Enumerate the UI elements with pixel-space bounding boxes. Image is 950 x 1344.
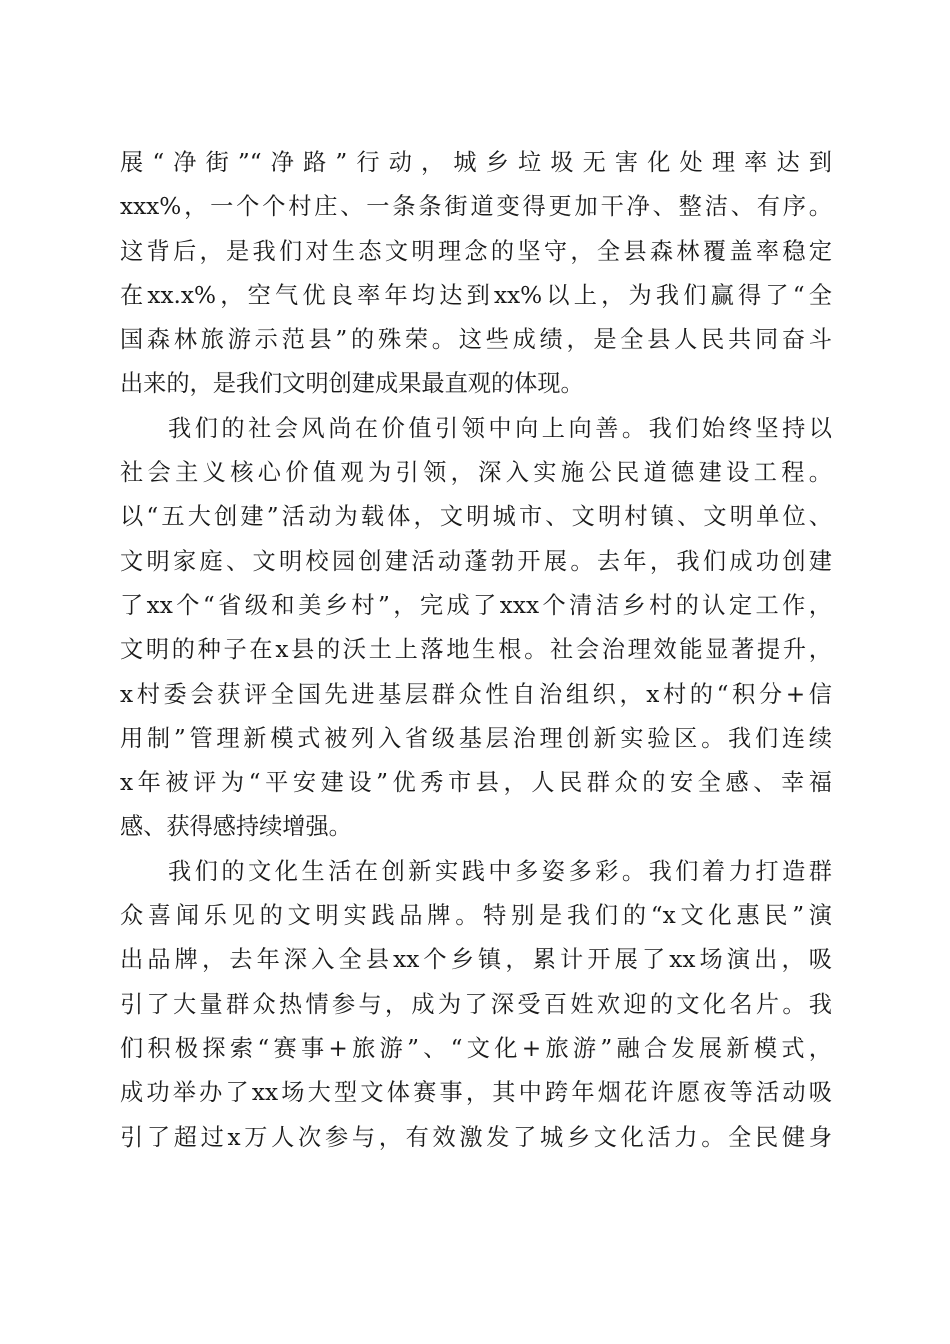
text-line: 在xx.x%，空气优良率年均达到xx%以上，为我们赢得了“全 — [120, 281, 832, 309]
text-line: 国森林旅游示范县”的殊荣。这些成绩，是全县人民共同奋斗 — [120, 326, 832, 354]
text-line: 们积极探索“赛事+旅游”、“文化+旅游”融合发展新模式， — [120, 1034, 832, 1062]
text-line: 社会主义核心价值观为引领，深入实施公民道德建设工程。 — [120, 459, 832, 487]
text-line: 以“五大创建”活动为载体，文明城市、文明村镇、文明单位、 — [120, 503, 832, 531]
paragraph-social-customs — [120, 407, 832, 850]
text-line: 众喜闻乐见的文明实践品牌。特别是我们的“x文化惠民”演 — [120, 902, 832, 930]
text-line: 展“净街”“净路”行动，城乡垃圾无害化处理率达到 — [120, 149, 832, 176]
text-line: x村委会获评全国先进基层群众性自治组织，x村的“积分+信 — [120, 680, 832, 708]
paragraph-ecology — [120, 141, 832, 407]
text-line: 引了超过x万人次参与，有效激发了城乡文化活力。全民健身 — [120, 1123, 832, 1151]
document-body — [120, 141, 832, 1160]
text-line: 出来的，是我们文明创建成果最直观的体现。 — [120, 370, 584, 398]
text-line: 我们的文化生活在创新实践中多姿多彩。我们着力打造群 — [168, 857, 832, 885]
text-line: xxx%，一个个村庄、一条条街道变得更加干净、整洁、有序。 — [120, 193, 832, 221]
text-line: 用制”管理新模式被列入省级基层治理创新实验区。我们连续 — [120, 724, 832, 752]
text-line: 文明家庭、文明校园创建活动蓬勃开展。去年，我们成功创建 — [120, 547, 832, 575]
text-line: 出品牌，去年深入全县xx个乡镇，累计开展了xx场演出，吸 — [120, 946, 832, 974]
text-line: x年被评为“平安建设”优秀市县，人民群众的安全感、幸福 — [120, 769, 832, 797]
text-line: 感、获得感持续增强。 — [120, 813, 352, 841]
text-line: 引了大量群众热情参与，成为了深受百姓欢迎的文化名片。我 — [120, 990, 832, 1018]
text-line: 我们的社会风尚在价值引领中向上向善。我们始终坚持以 — [168, 414, 832, 442]
text-line: 文明的种子在x县的沃土上落地生根。社会治理效能显著提升， — [120, 636, 832, 664]
paragraph-cultural-life — [120, 850, 832, 1160]
text-line: 了xx个“省级和美乡村”，完成了xxx个清洁乡村的认定工作， — [120, 591, 832, 619]
text-line: 这背后，是我们对生态文明理念的坚守，全县森林覆盖率稳定 — [120, 237, 832, 265]
text-line: 成功举办了xx场大型文体赛事，其中跨年烟花许愿夜等活动吸 — [120, 1079, 832, 1107]
